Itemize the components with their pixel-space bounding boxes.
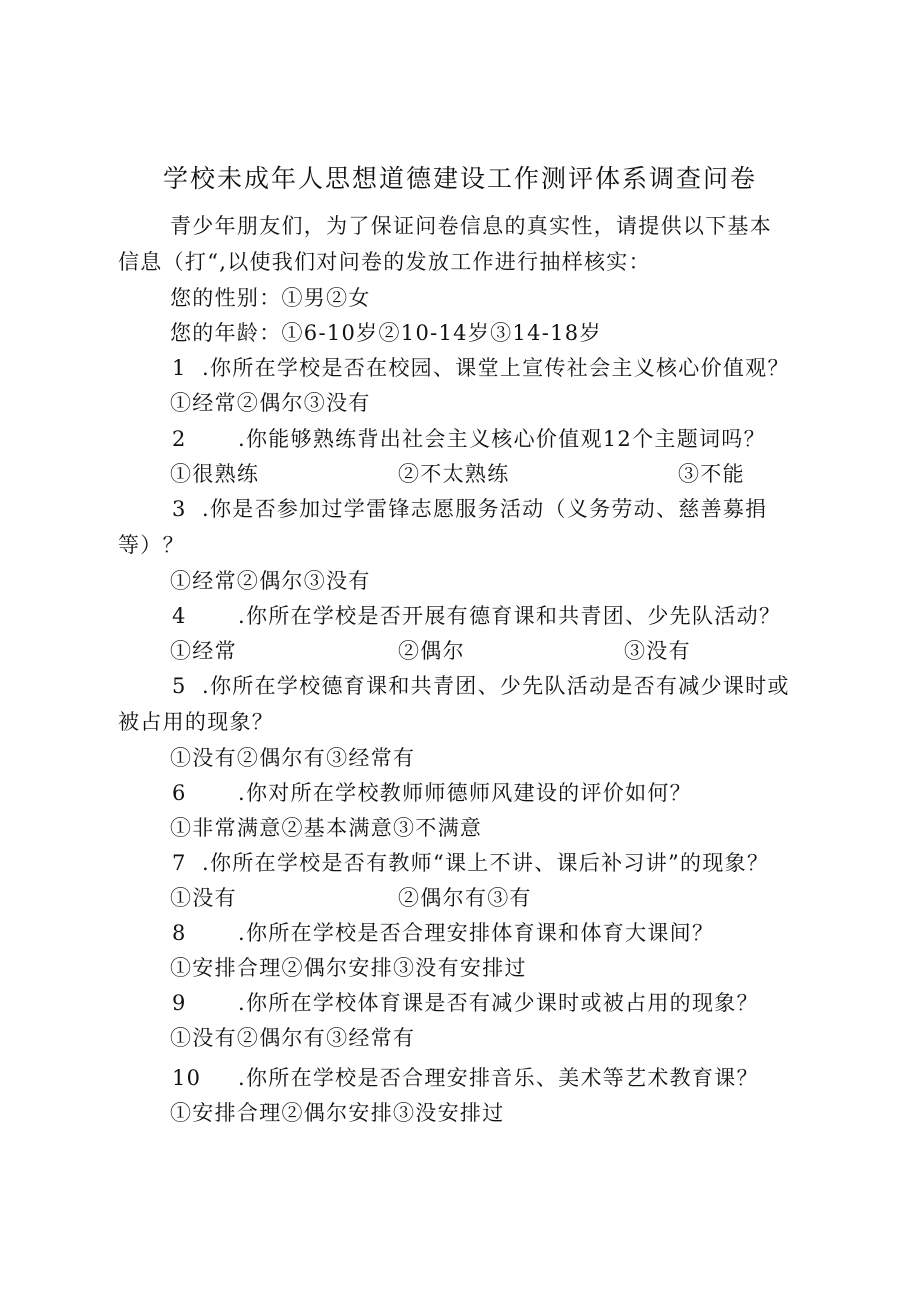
question-9-options: ①没有②偶尔有③经常有 <box>170 1026 416 1050</box>
question-5 <box>172 671 790 701</box>
question-3 <box>172 494 767 524</box>
question-7-option-1: ①没有 <box>170 886 237 910</box>
question-3-continued: 等）？ <box>118 533 185 557</box>
gender-field: 您的性别：①男②女 <box>170 286 371 310</box>
question-text: .你所在学校是否在校园、课堂上宣传社会主义核心价值观？ <box>202 356 790 380</box>
question-number: 6 <box>172 781 187 805</box>
question-text: .你能够熟练背出社会主义核心价值观12个主题词吗？ <box>238 427 766 451</box>
page-title: 学校未成年人思想道德建设工作测评体系调查问卷 <box>162 164 757 193</box>
question-2 <box>172 424 766 454</box>
question-number: 8 <box>172 921 187 945</box>
question-number: 3 <box>172 497 187 521</box>
question-2-option-1: ①很熟练 <box>170 462 260 486</box>
question-number: 9 <box>172 991 187 1015</box>
question-10 <box>172 1063 759 1093</box>
question-text: .你所在学校体育课是否有减少课时或被占用的现象？ <box>238 991 759 1015</box>
question-9 <box>172 988 759 1018</box>
question-4 <box>172 601 781 631</box>
question-4-option-3: ③没有 <box>624 639 691 663</box>
question-6 <box>172 778 692 808</box>
question-5-continued: 被占用的现象？ <box>118 710 275 734</box>
question-number: 4 <box>172 604 187 628</box>
question-number: 10 <box>172 1066 202 1090</box>
question-7 <box>172 848 769 878</box>
intro-line-1: 青少年朋友们，为了保证问卷信息的真实性，请提供以下基本 <box>170 214 773 238</box>
intro-line-2: 信息（打“,以使我们对问卷的发放工作进行抽样核实： <box>118 250 651 274</box>
question-text: .你是否参加过学雷锋志愿服务活动（义务劳动、慈善募捐 <box>202 497 768 521</box>
question-1 <box>172 353 790 383</box>
question-10-options: ①安排合理②偶尔安排③没安排过 <box>170 1101 505 1125</box>
question-text: .你所在学校是否合理安排音乐、美术等艺术教育课？ <box>238 1066 759 1090</box>
question-text: .你所在学校是否有教师“课上不讲、课后补习讲”的现象？ <box>202 851 770 875</box>
question-2-option-3: ③不能 <box>678 462 745 486</box>
question-number: 2 <box>172 427 187 451</box>
question-1-options: ①经常②偶尔③没有 <box>170 391 371 415</box>
question-number: 1 <box>172 356 187 380</box>
question-7-option-2: ②偶尔有③有 <box>398 886 532 910</box>
question-8-options: ①安排合理②偶尔安排③没有安排过 <box>170 956 527 980</box>
question-6-options: ①非常满意②基本满意③不满意 <box>170 816 483 840</box>
question-8 <box>172 918 714 948</box>
question-number: 5 <box>172 674 187 698</box>
question-text: .你所在学校是否合理安排体育课和体育大课间？ <box>238 921 715 945</box>
question-2-option-2: ②不太熟练 <box>398 462 510 486</box>
question-4-option-2: ②偶尔 <box>398 639 465 663</box>
question-5-options: ①没有②偶尔有③经常有 <box>170 746 416 770</box>
question-text: .你所在学校是否开展有德育课和共青团、少先队活动？ <box>238 604 782 628</box>
age-field: 您的年龄：①6-10岁②10-14岁③14-18岁 <box>170 321 602 345</box>
question-text: .你所在学校德育课和共青团、少先队活动是否有减少课时或 <box>202 674 790 698</box>
question-text: .你对所在学校教师师德师风建设的评价如何？ <box>238 781 692 805</box>
question-3-options: ①经常②偶尔③没有 <box>170 569 371 593</box>
question-number: 7 <box>172 851 187 875</box>
question-4-option-1: ①经常 <box>170 639 237 663</box>
